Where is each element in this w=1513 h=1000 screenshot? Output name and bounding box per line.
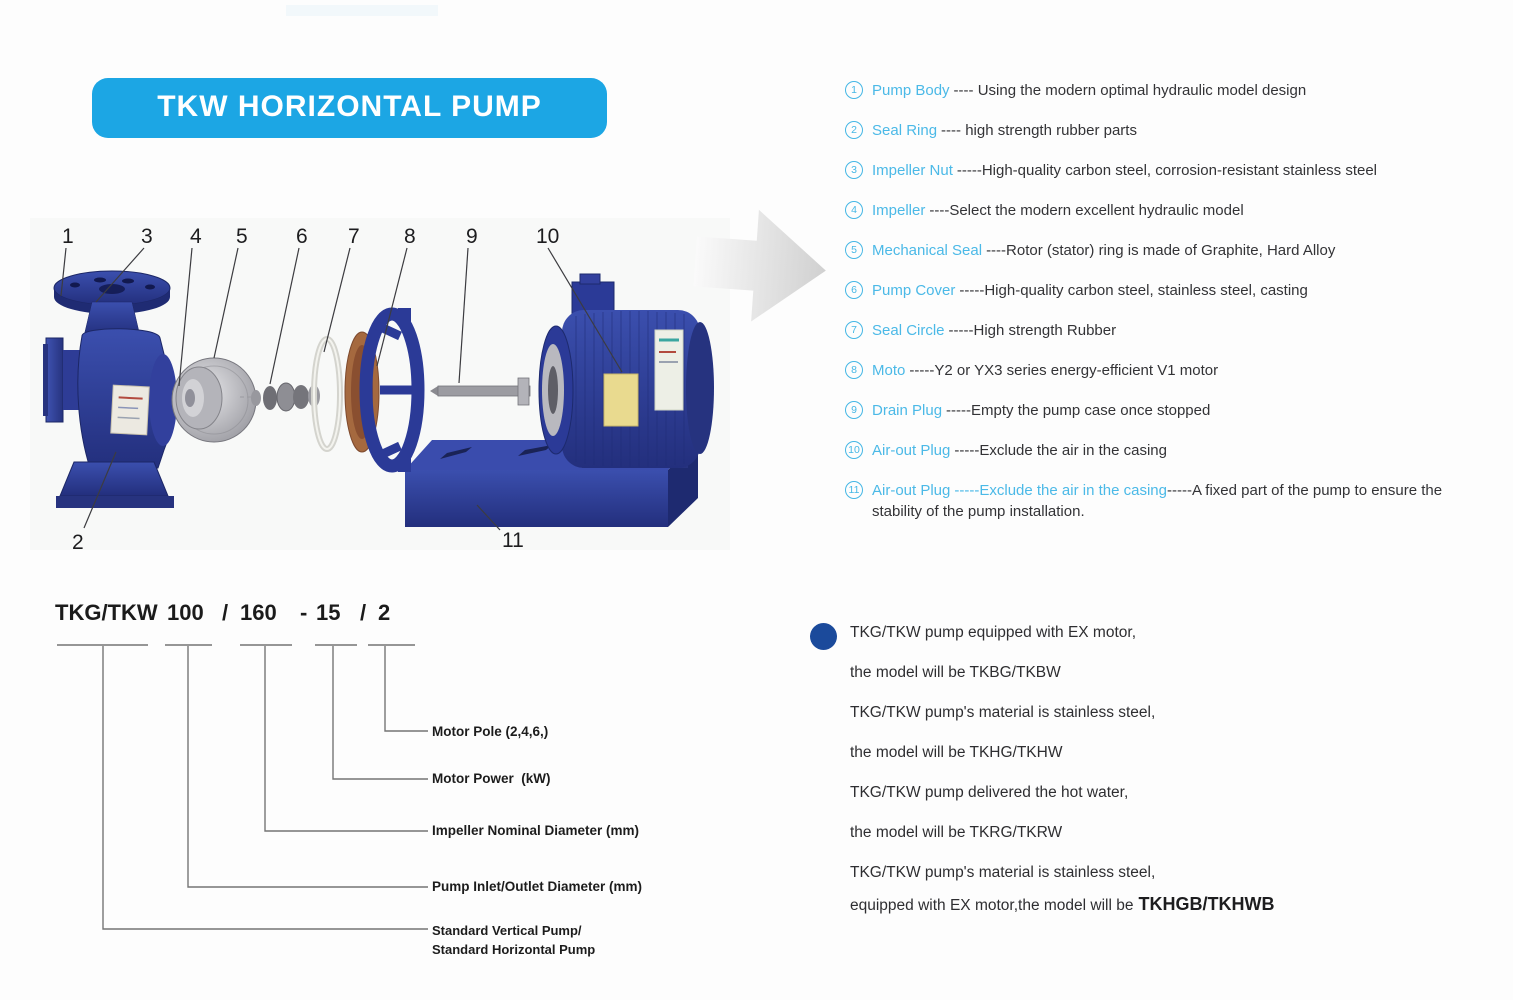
legend-item	[845, 440, 1475, 461]
legend-part-desc: -----Empty the pump case once stopped	[946, 402, 1211, 419]
model-code-series: TKG/TKW	[55, 600, 158, 625]
note-line: the model will be TKHG/TKHW	[850, 744, 1063, 761]
label-motor-power: Motor Power (kW)	[432, 771, 551, 786]
note-line: TKG/TKW pump delivered the hot water,	[850, 784, 1129, 801]
note-line: TKG/TKW pump's material is stainless steel,	[850, 704, 1156, 721]
legend-part-name: Moto	[872, 362, 906, 379]
legend-part-desc: -----High-quality carbon steel, stainless steel, casting	[959, 282, 1308, 299]
callout-2: 2	[72, 531, 84, 554]
parts-legend	[845, 80, 1475, 541]
legend-part-desc: -----High strength Rubber	[948, 322, 1117, 339]
note-line: the model will be TKBG/TKBW	[850, 664, 1061, 681]
label-standard-pump-line1: Standard Vertical Pump/	[432, 923, 582, 938]
callout-1: 1	[62, 225, 74, 248]
model-code-pole: 2	[378, 600, 391, 625]
legend-part-name: Pump Body	[872, 82, 950, 99]
legend-part-name: Impeller	[872, 202, 926, 219]
legend-number-icon: 11	[845, 481, 863, 499]
legend-item	[845, 160, 1475, 181]
model-code-power: 15	[316, 600, 341, 625]
model-code-separator: /	[222, 600, 229, 625]
legend-number-icon: 4	[845, 201, 863, 219]
motor-label	[655, 330, 683, 410]
legend-item	[845, 360, 1475, 381]
callout-8: 8	[404, 225, 416, 248]
label-standard-pump-line2: Standard Horizontal Pump	[432, 942, 596, 957]
callout-6: 6	[296, 225, 308, 248]
legend-item	[845, 80, 1475, 101]
legend-part-desc: ----Select the modern excellent hydraulic model	[929, 202, 1244, 219]
direction-arrow-icon	[688, 198, 836, 334]
legend-part-desc: -----Y2 or YX3 series energy-efficient V1 motor	[909, 362, 1219, 379]
legend-number-icon: 10	[845, 441, 863, 459]
legend-part-desc: -----A fixed part of the pump to ensure the stability of the pump installation.	[872, 482, 1443, 520]
legend-item	[845, 320, 1475, 341]
legend-item	[845, 240, 1475, 261]
legend-part-desc: ---- Using the modern optimal hydraulic model design	[953, 82, 1307, 99]
impeller	[172, 358, 256, 442]
legend-number-icon: 2	[845, 121, 863, 139]
legend-item	[845, 400, 1475, 421]
label-motor-pole: Motor Pole (2,4,6,)	[432, 724, 549, 739]
callout-5: 5	[236, 225, 248, 248]
legend-item	[845, 480, 1475, 522]
legend-part-desc: -----High-quality carbon steel, corrosion-resistant stainless steel	[956, 162, 1378, 179]
legend-part-name: Impeller Nut	[872, 162, 953, 179]
legend-part-desc: -----Exclude the air in the casing	[954, 442, 1167, 459]
model-code-separator: /	[360, 600, 367, 625]
legend-number-icon: 1	[845, 81, 863, 99]
callout-10: 10	[536, 225, 560, 248]
page-title: TKW HORIZONTAL PUMP	[157, 90, 542, 123]
title-banner	[92, 78, 607, 138]
legend-part-name: Seal Ring	[872, 122, 938, 139]
note-line: TKG/TKW pump's material is stainless steel,	[850, 864, 1156, 881]
legend-number-icon: 7	[845, 321, 863, 339]
legend-part-name: Air-out Plug	[872, 482, 951, 499]
scan-smudge	[286, 5, 438, 16]
model-code-inlet: 100	[167, 600, 204, 625]
label-inlet-outlet: Pump Inlet/Outlet Diameter (mm)	[432, 879, 643, 894]
model-code-impeller: 160	[240, 600, 277, 625]
label-standard-pump	[432, 921, 595, 959]
model-code-connector-lines	[40, 598, 740, 980]
note-line: the model will be TKRG/TKRW	[850, 824, 1063, 841]
legend-item	[845, 120, 1475, 141]
pump-exploded-diagram	[30, 218, 730, 568]
legend-part-name: Seal Circle	[872, 322, 945, 339]
note-final-model: TKHGB/TKHWB	[1138, 894, 1275, 914]
notes-section	[850, 622, 1410, 935]
callout-9: 9	[466, 225, 478, 248]
legend-number-icon: 5	[845, 241, 863, 259]
callout-3: 3	[141, 225, 153, 248]
callout-11: 11	[502, 529, 524, 552]
legend-part-desc: ----Rotor (stator) ring is made of Graphite, Hard Alloy	[986, 242, 1336, 259]
legend-part-name: Mechanical Seal	[872, 242, 983, 259]
note-line-text: equipped with EX motor,the model will be	[850, 897, 1134, 914]
legend-part-desc: ---- high strength rubber parts	[941, 122, 1137, 139]
callout-7: 7	[348, 225, 360, 248]
note-line: TKG/TKW pump equipped with EX motor,	[850, 624, 1137, 641]
legend-item	[845, 200, 1475, 221]
bullet-icon	[810, 623, 837, 650]
legend-number-icon: 6	[845, 281, 863, 299]
legend-number-icon: 9	[845, 401, 863, 419]
label-impeller-diameter: Impeller Nominal Diameter (mm)	[432, 823, 640, 838]
legend-number-icon: 8	[845, 361, 863, 379]
note-line	[850, 894, 1410, 916]
legend-item	[845, 280, 1475, 301]
model-code-separator: -	[300, 600, 308, 625]
legend-part-name: Air-out Plug	[872, 442, 951, 459]
legend-part-name: Pump Cover	[872, 282, 956, 299]
legend-number-icon: 3	[845, 161, 863, 179]
legend-part-name: Drain Plug	[872, 402, 943, 419]
legend-part-desc-blue: -----Exclude the air in the casing	[954, 482, 1167, 499]
motor-nameplate	[604, 374, 638, 426]
callout-4: 4	[190, 225, 202, 248]
